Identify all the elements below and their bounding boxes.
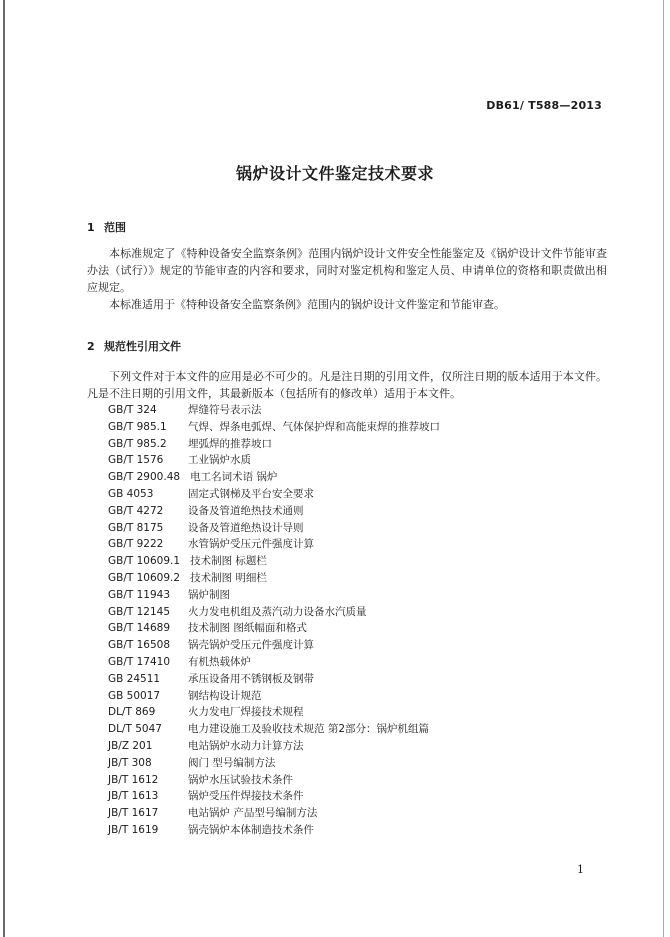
reference-code: JB/T 308 <box>108 756 152 769</box>
reference-item <box>108 805 608 822</box>
reference-code: GB/T 2900.48 <box>108 471 181 484</box>
reference-item <box>108 604 608 621</box>
reference-title: 埋弧焊的推荐坡口 <box>188 437 273 450</box>
reference-code: GB/T 985.1 <box>108 420 167 433</box>
reference-item <box>108 570 608 587</box>
reference-title: 气焊、焊条电弧焊、气体保护焊和高能束焊的推荐坡口 <box>188 420 441 433</box>
reference-title: 水管锅炉受压元件强度计算 <box>188 538 315 551</box>
reference-item <box>108 822 608 839</box>
reference-item <box>108 503 608 520</box>
reference-code: JB/T 1617 <box>108 807 159 820</box>
reference-code: GB/T 985.2 <box>108 437 167 450</box>
section-2-number: 2 <box>87 340 95 353</box>
section-1-number: 1 <box>87 221 95 234</box>
reference-item <box>108 536 608 553</box>
reference-item <box>108 637 608 654</box>
reference-title: 固定式钢梯及平台安全要求 <box>188 487 315 500</box>
section-1-paragraph: 本标准规定了《特种设备安全监察条例》范围内锅炉设计文件安全性能鉴定及《锅炉设计文件节能审查办法（试行）》规定的节能审查的内容和要求，同时对鉴定机构和鉴定人员、申请单位的资格和职责做出相应规定。 <box>87 247 607 294</box>
reference-item <box>108 469 608 486</box>
reference-item <box>108 755 608 772</box>
page-number: 1 <box>577 863 584 876</box>
reference-item <box>108 520 608 537</box>
section-2-heading <box>87 338 181 354</box>
reference-code: GB/T 4272 <box>108 504 164 517</box>
reference-title: 焊缝符号表示法 <box>188 404 262 416</box>
reference-item <box>108 486 608 503</box>
reference-item <box>108 402 608 419</box>
document-title: 锅炉设计文件鉴定技术要求 <box>235 164 434 183</box>
reference-title: 有机热载体炉 <box>188 655 252 668</box>
reference-title: 设备及管道绝热设计导则 <box>188 521 304 534</box>
reference-code: GB/T 8175 <box>108 521 164 534</box>
reference-item <box>108 721 608 738</box>
reference-title: 锅炉制图 <box>188 588 231 601</box>
reference-title: 工业锅炉水质 <box>188 454 252 467</box>
reference-code: GB/T 11943 <box>108 588 171 601</box>
reference-item <box>108 587 608 604</box>
reference-title: 电站锅炉 产品型号编制方法 <box>188 807 318 820</box>
reference-item <box>108 738 608 755</box>
reference-item <box>108 788 608 805</box>
reference-item <box>108 419 608 436</box>
reference-item <box>108 688 608 705</box>
section-2-title: 规范性引用文件 <box>104 340 181 353</box>
section-1-body <box>87 245 607 313</box>
reference-code: GB/T 10609.2 <box>108 571 181 584</box>
reference-code: JB/Z 201 <box>108 739 153 752</box>
reference-title: 承压设备用不锈钢板及钢带 <box>188 672 315 685</box>
reference-title: 技术制图 图纸幅面和格式 <box>188 622 307 635</box>
reference-code: GB/T 16508 <box>108 639 171 652</box>
reference-title: 阀门 型号编制方法 <box>188 756 276 769</box>
reference-title: 锅炉受压件焊接技术条件 <box>188 790 304 803</box>
section-2-intro-text: 下列文件对于本文件的应用是必不可少的。凡是注日期的引用文件，仅所注日期的版本适用于本文件。凡是不注日期的引用文件，其最新版本（包括所有的修改单）适用于本文件。 <box>87 370 607 400</box>
reference-title: 锅壳锅炉受压元件强度计算 <box>188 639 315 652</box>
reference-title: 技术制图 明细栏 <box>190 571 267 584</box>
reference-title: 技术制图 标题栏 <box>190 555 267 568</box>
reference-code: GB 4053 <box>108 487 154 500</box>
reference-code: GB/T 9222 <box>108 538 164 551</box>
reference-code: JB/T 1612 <box>108 773 159 786</box>
reference-title: 钢结构设计规范 <box>188 689 262 702</box>
reference-code: DL/T 5047 <box>108 723 162 736</box>
reference-item <box>108 620 608 637</box>
section-1-paragraph: 本标准适用于《特种设备安全监察条例》范围内的锅炉设计文件鉴定和节能审查。 <box>109 298 505 311</box>
reference-item <box>108 654 608 671</box>
reference-code: GB/T 17410 <box>108 655 171 668</box>
reference-code: GB/T 12145 <box>108 605 171 618</box>
reference-item <box>108 704 608 721</box>
reference-code: GB/T 10609.1 <box>108 555 181 568</box>
reference-item <box>108 436 608 453</box>
reference-item <box>108 671 608 688</box>
standard-code: DB61/ T588—2013 <box>486 99 602 112</box>
reference-title: 电力建设施工及验收技术规范 第2部分：锅炉机组篇 <box>188 723 430 736</box>
section-1-title: 范围 <box>104 221 126 234</box>
reference-title: 火力发电厂焊接技术规程 <box>188 706 304 719</box>
reference-code: GB/T 1576 <box>108 454 164 467</box>
reference-code: JB/T 1619 <box>108 823 159 836</box>
reference-code: JB/T 1613 <box>108 790 159 803</box>
scan-edge-left <box>3 0 5 937</box>
reference-code: GB 50017 <box>108 689 161 702</box>
reference-title: 火力发电机组及蒸汽动力设备水汽质量 <box>188 605 367 618</box>
reference-title: 锅壳锅炉本体制造技术条件 <box>188 823 315 836</box>
section-1-heading <box>87 219 126 235</box>
reference-title: 电站锅炉水动力计算方法 <box>188 739 304 752</box>
reference-code: GB/T 14689 <box>108 622 171 635</box>
reference-code: GB 24511 <box>108 672 161 685</box>
section-2-intro <box>87 368 607 402</box>
reference-code: DL/T 869 <box>108 706 156 719</box>
reference-item <box>108 553 608 570</box>
reference-item <box>108 772 608 789</box>
reference-title: 电工名词术语 锅炉 <box>190 471 278 484</box>
reference-list <box>108 402 608 839</box>
reference-title: 设备及管道绝热技术通则 <box>188 504 304 517</box>
reference-item <box>108 452 608 469</box>
reference-code: GB/T 324 <box>108 404 157 416</box>
scan-edge-right <box>663 0 664 937</box>
reference-title: 锅炉水压试验技术条件 <box>188 773 294 786</box>
